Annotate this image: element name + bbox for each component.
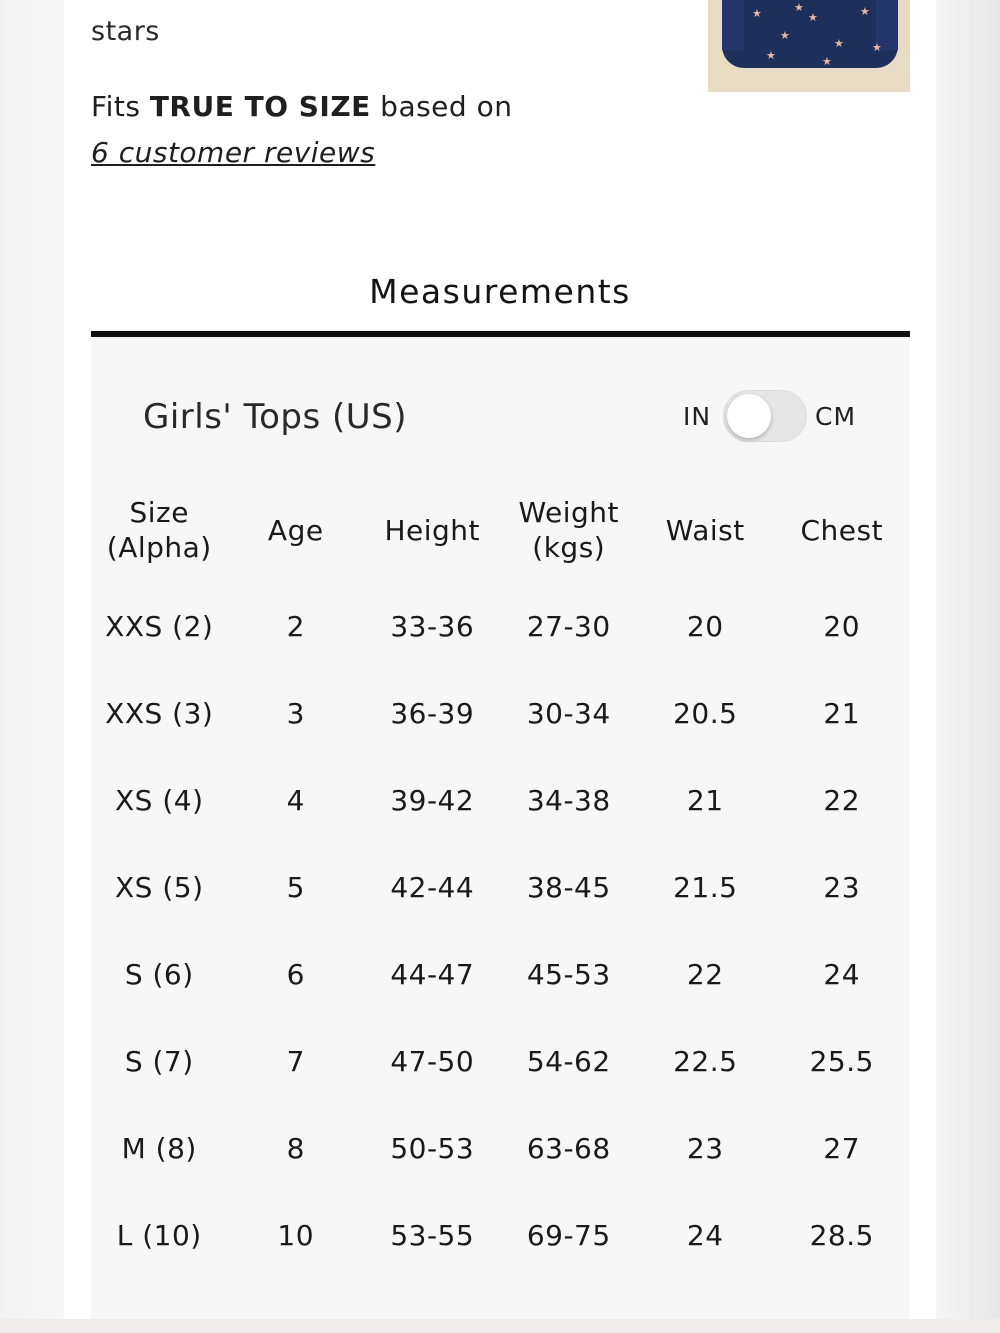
cell-height: 44-47 — [390, 958, 475, 991]
customer-reviews-link[interactable]: 6 customer reviews — [91, 136, 376, 169]
cell-chest: 27 — [823, 1132, 861, 1165]
column-header-chest: Chest — [800, 513, 884, 547]
cell-height: 33-36 — [390, 610, 475, 643]
cell-size: M (8) — [121, 1132, 197, 1165]
bottom-edge — [0, 1319, 1000, 1333]
cell-size: XS (5) — [114, 871, 204, 904]
product-description-tail: stars — [91, 16, 160, 47]
product-thumbnail[interactable] — [708, 0, 910, 92]
cell-age: 5 — [286, 871, 305, 904]
cell-weight: 45-53 — [526, 958, 611, 991]
table-row — [91, 583, 910, 670]
table-row — [91, 1105, 910, 1192]
product-page — [64, 0, 936, 1319]
right-margin — [936, 0, 1000, 1333]
fit-suffix: based on — [370, 90, 513, 123]
cell-weight: 27-30 — [526, 610, 611, 643]
garment-image: ★ ★ ★ ★ ★ ★ ★ ★ ★ — [722, 0, 898, 68]
cell-waist: 22.5 — [673, 1045, 738, 1078]
left-margin — [0, 0, 64, 1333]
cell-height: 36-39 — [390, 697, 475, 730]
column-header-waist: Waist — [665, 513, 745, 547]
column-header-height: Height — [384, 513, 481, 547]
cell-chest: 28.5 — [809, 1219, 874, 1252]
fit-summary — [91, 90, 512, 123]
cell-waist: 20.5 — [673, 697, 738, 730]
cell-waist: 23 — [686, 1132, 724, 1165]
column-header-size: Size (Alpha) — [106, 496, 212, 564]
cell-height: 39-42 — [390, 784, 475, 817]
cell-size: S (7) — [124, 1045, 194, 1078]
fit-value: TRUE TO SIZE — [149, 90, 371, 123]
cell-size: S (6) — [124, 958, 194, 991]
cell-weight: 30-34 — [526, 697, 611, 730]
cell-chest: 20 — [823, 610, 861, 643]
cell-weight: 34-38 — [526, 784, 611, 817]
cell-size: L (10) — [116, 1219, 202, 1252]
cell-height: 50-53 — [390, 1132, 475, 1165]
cell-chest: 21 — [823, 697, 861, 730]
cell-weight: 38-45 — [526, 871, 611, 904]
table-row — [91, 931, 910, 1018]
cell-waist: 21.5 — [673, 871, 738, 904]
cell-weight: 54-62 — [526, 1045, 611, 1078]
size-table — [91, 477, 910, 1279]
cell-chest: 25.5 — [809, 1045, 874, 1078]
cell-waist: 21 — [686, 784, 724, 817]
cell-size: XXS (2) — [105, 610, 214, 643]
cell-size: XS (4) — [114, 784, 204, 817]
table-row — [91, 844, 910, 931]
cell-age: 10 — [277, 1219, 315, 1252]
cell-waist: 22 — [686, 958, 724, 991]
cell-age: 4 — [286, 784, 305, 817]
cell-age: 6 — [286, 958, 305, 991]
toggle-knob — [727, 394, 771, 438]
size-chart — [91, 337, 910, 1319]
table-row — [91, 1192, 910, 1279]
unit-toggle-switch[interactable] — [723, 390, 807, 442]
unit-label-cm: CM — [815, 402, 857, 431]
cell-age: 3 — [286, 697, 305, 730]
column-header-weight: Weight (kgs) — [518, 496, 620, 564]
table-row — [91, 757, 910, 844]
cell-height: 53-55 — [390, 1219, 475, 1252]
column-header-age: Age — [267, 513, 324, 547]
cell-age: 7 — [286, 1045, 305, 1078]
cell-weight: 63-68 — [526, 1132, 611, 1165]
cell-waist: 24 — [686, 1219, 724, 1252]
table-row — [91, 670, 910, 757]
unit-label-in: IN — [683, 402, 712, 431]
size-chart-title: Girls' Tops (US) — [143, 397, 407, 437]
cell-height: 47-50 — [390, 1045, 475, 1078]
cell-chest: 22 — [823, 784, 861, 817]
measurements-heading: Measurements — [369, 272, 631, 311]
cell-chest: 24 — [823, 958, 861, 991]
cell-waist: 20 — [686, 610, 724, 643]
cell-weight: 69-75 — [526, 1219, 611, 1252]
fit-prefix: Fits — [91, 90, 150, 123]
table-row — [91, 1018, 910, 1105]
size-table-header-row — [91, 477, 910, 583]
cell-age: 8 — [286, 1132, 305, 1165]
cell-age: 2 — [286, 610, 305, 643]
cell-size: XXS (3) — [105, 697, 214, 730]
cell-height: 42-44 — [390, 871, 475, 904]
cell-chest: 23 — [823, 871, 861, 904]
